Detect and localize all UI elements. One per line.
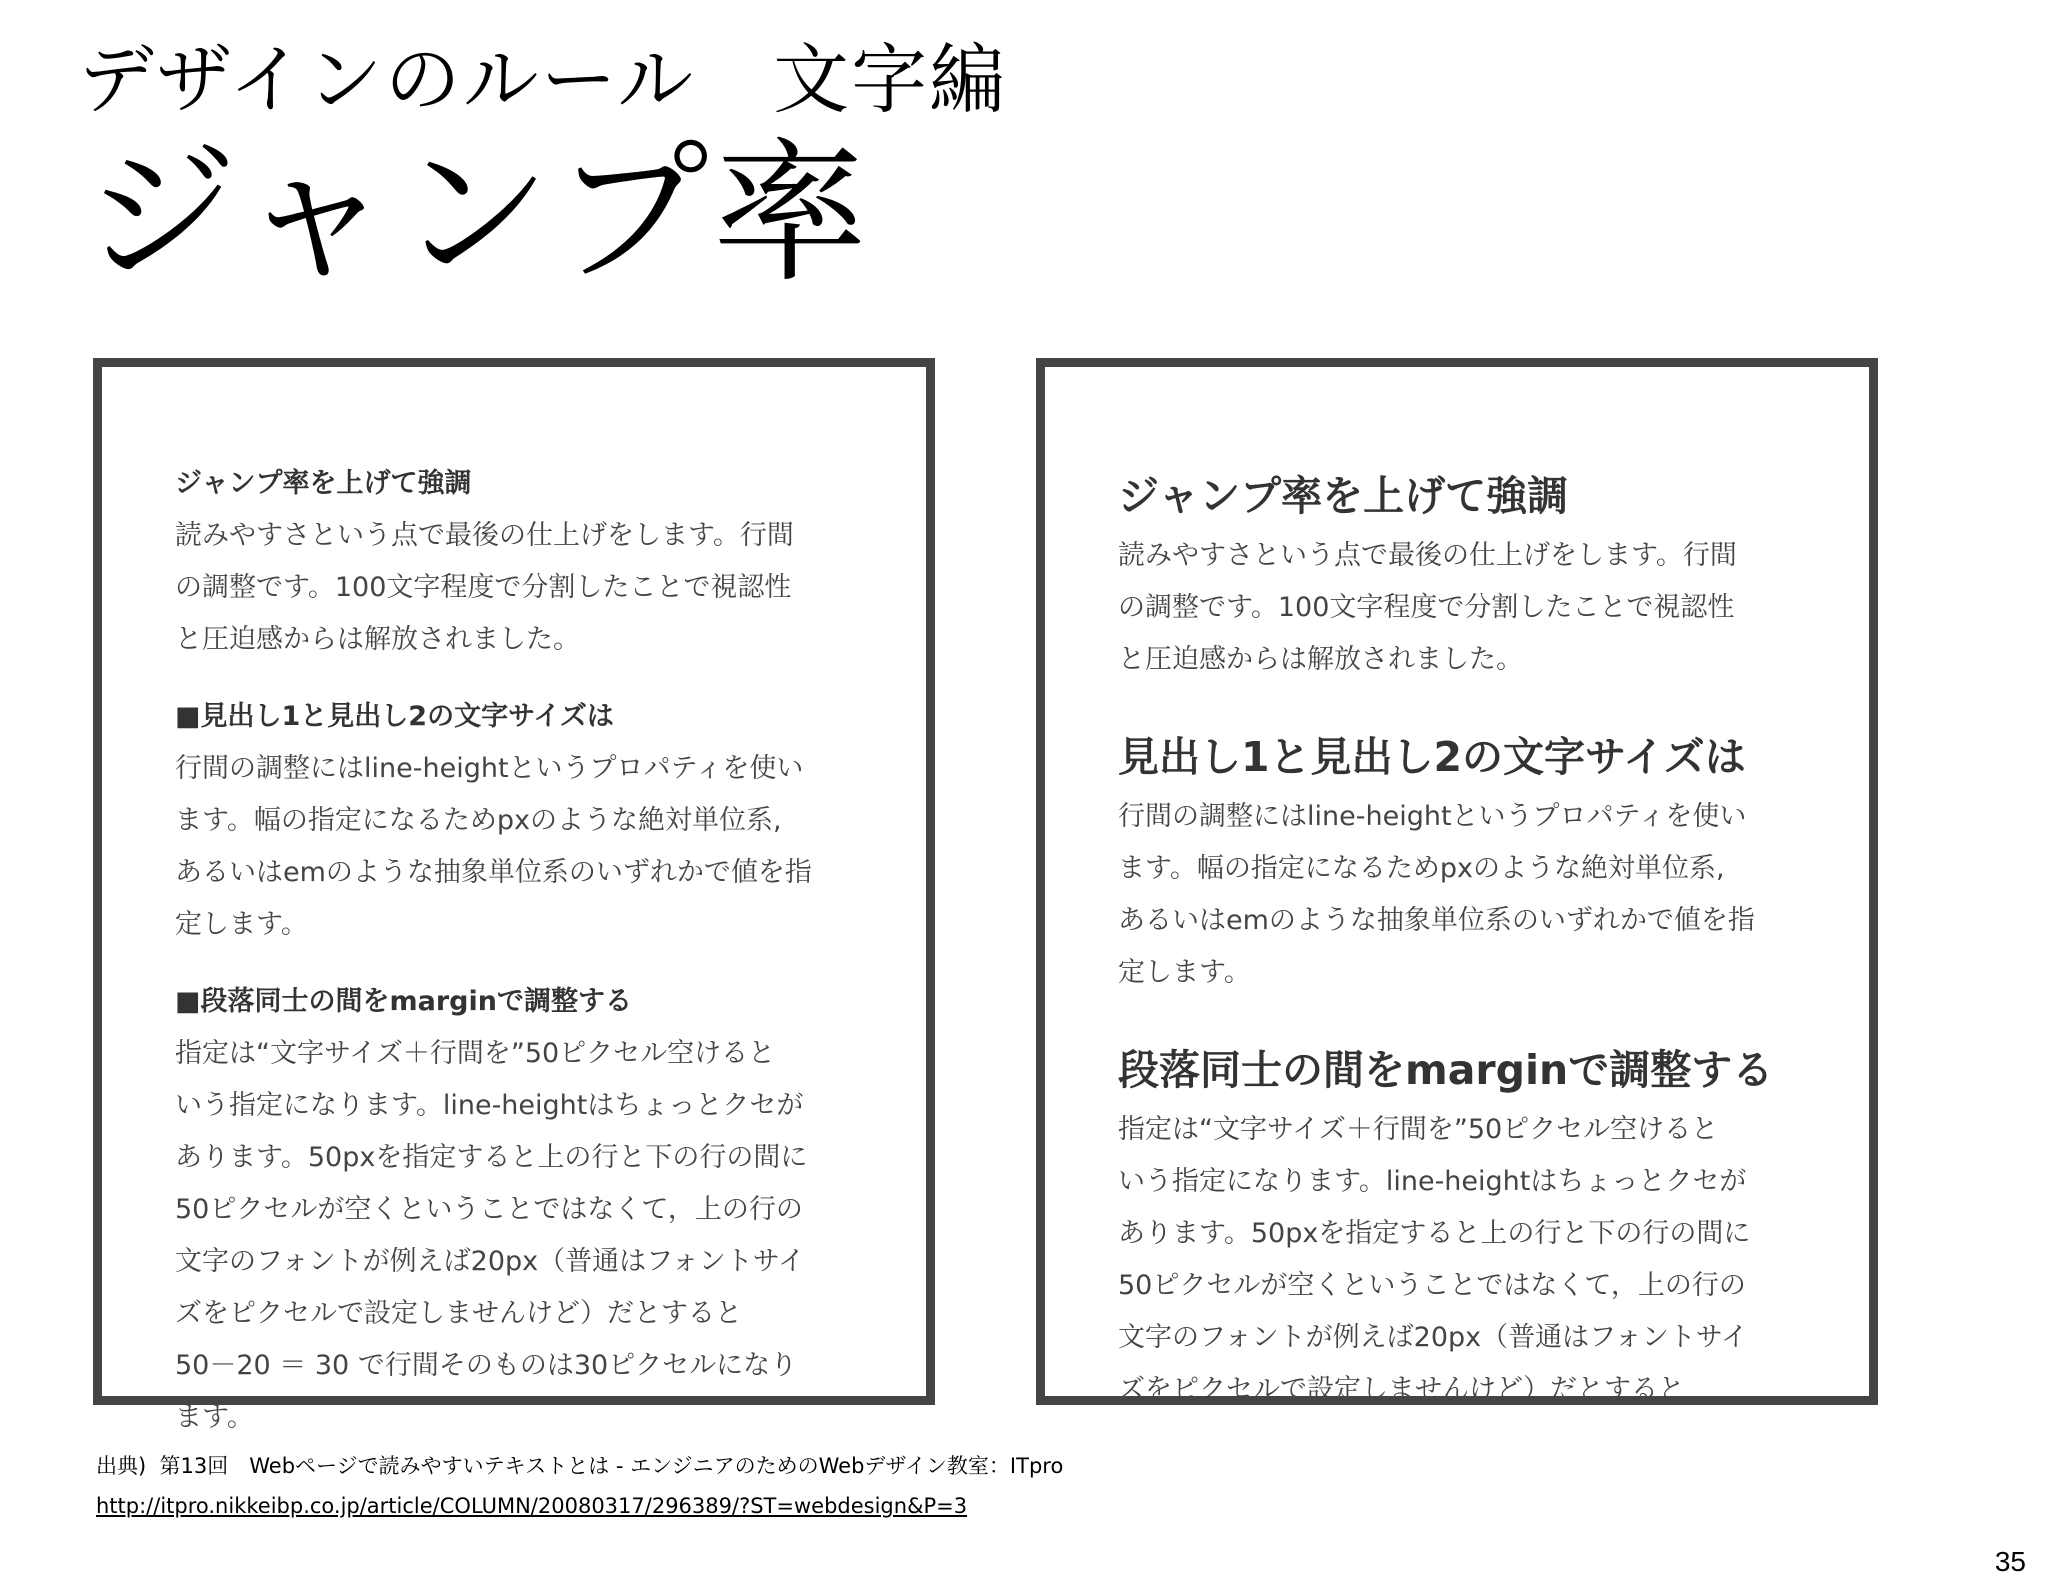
section-emphasis [175,461,866,666]
slide-subtitle: デザインのルール 文字編 [78,35,1008,124]
section-margin [175,979,866,1444]
section-heading-sizes [175,694,866,951]
section-heading: 見出し1と見出し2の文字サイズは [1118,733,1746,781]
section-body: 指定は“文字サイズ＋行間を”50ピクセル空けると いう指定になります。line-heightはちょっとクセが あります。50pxを指定すると上の行と下の行の間に 50ピクセルが空くということではなくて，上の行の 文字のフォントが例えば20px（普通はフォントサイ ズをピクセルで設定しませんけど）だとすると [1118,1114,1751,1405]
example-panel-low-jump-rate [93,358,935,1433]
section-heading: ジャンプ率を上げて強調 [1118,472,1569,520]
section-body: 行間の調整にはline-heightというプロパティを使い ます。幅の指定になるためpxのような絶対単位系, あるいはemのような抽象単位系のいずれかで値を指 定します。 [175,753,812,940]
example-panel-high-jump-rate [1036,358,1878,1405]
section-heading: ■見出し1と見出し2の文字サイズは [175,701,614,732]
section-body: 指定は“文字サイズ＋行間を”50ピクセル空けると いう指定になります。line-heightはちょっとクセが あります。50pxを指定すると上の行と下の行の間に 50ピクセルが空くということではなくて，上の行の 文字のフォントが例えば20px（普通はフォントサイ ズをピクセルで設定しませんけど）だとすると 50－20 ＝ 30 で行間そのものは30ピクセルになり ます。 [175,1038,808,1433]
section-heading: ジャンプ率を上げて強調 [175,468,472,499]
page-number: 35 [1994,1546,2026,1577]
section-body: 読みやすさという点で最後の仕上げをします。行間 の調整です。100文字程度で分割したことで視認性 と圧迫感からは解放されました。 [1118,540,1737,675]
section-margin [1118,1037,1809,1416]
source-citation: 出典) 第13回 Webページで読みやすいテキストとは - エンジニアのためのWebデザイン教室：ITpro [96,1454,1064,1478]
source-url-link[interactable]: http://itpro.nikkeibp.co.jp/article/COLUMN/20080317/296389/?ST=webdesign&P=3 [96,1494,968,1518]
section-emphasis [1118,463,1809,686]
section-heading-sizes [1118,724,1809,999]
section-body: 読みやすさという点で最後の仕上げをします。行間 の調整です。100文字程度で分割したことで視認性 と圧迫感からは解放されました。 [175,520,794,655]
section-heading: 段落同士の間をmarginで調整する [1118,1046,1774,1094]
slide-title: ジャンプ率 [84,125,871,304]
section-body: 行間の調整にはline-heightというプロパティを使い ます。幅の指定になるためpxのような絶対単位系, あるいはemのような抽象単位系のいずれかで値を指 定します。 [1118,801,1755,988]
section-heading: ■段落同士の間をmarginで調整する [175,986,632,1017]
